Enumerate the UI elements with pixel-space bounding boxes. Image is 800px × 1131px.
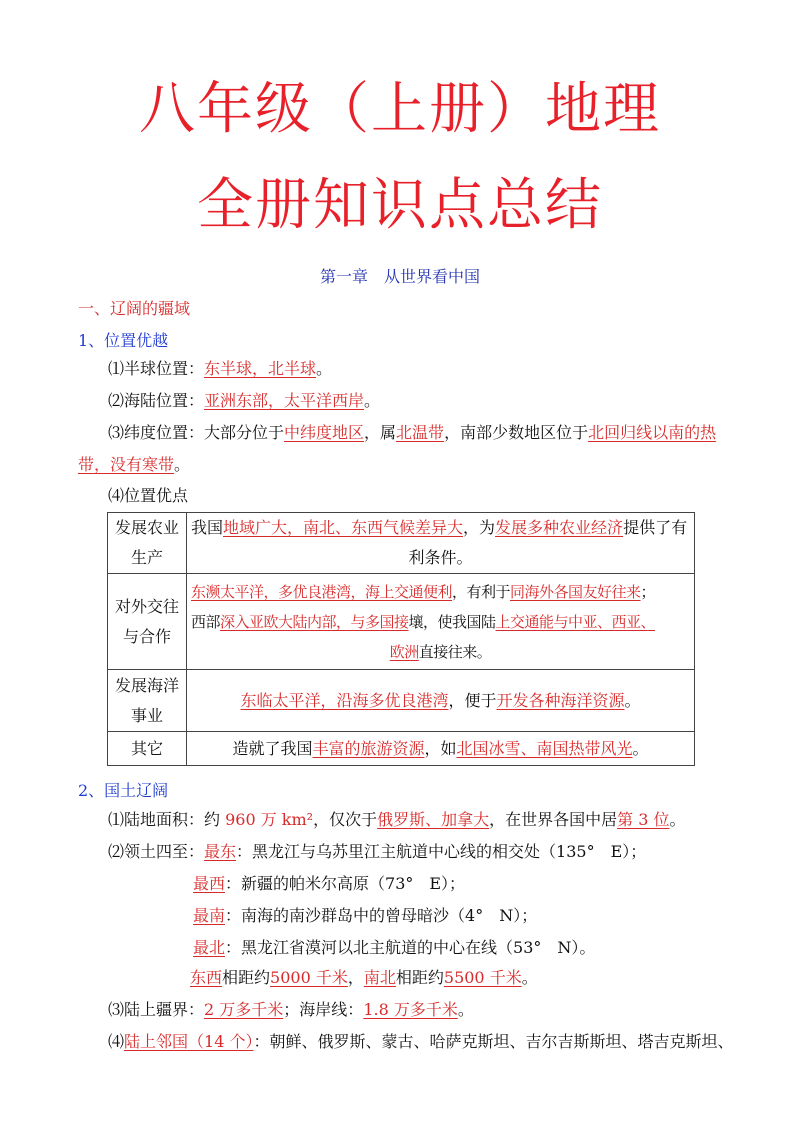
- territory-extremes-east: [108, 842, 646, 862]
- text: ：朝鲜、俄罗斯、蒙古、哈萨克斯坦、吉尔吉斯斯坦、塔吉克斯坦、: [253, 1032, 734, 1051]
- answer: 南北: [363, 968, 396, 987]
- answer: 地域广大，南北、东西气候差异大: [223, 518, 464, 537]
- answer: 5000 千米: [270, 968, 348, 987]
- answer: 1.8 万多千米: [363, 1000, 458, 1019]
- text: ⑷: [108, 1032, 125, 1051]
- answer: 丰富的旅游资源: [312, 738, 425, 758]
- value-line: [191, 607, 690, 637]
- answer: 开发各种海洋资源: [496, 690, 625, 710]
- value-line: 利条件。: [408, 548, 473, 567]
- table-row: [108, 513, 695, 574]
- answer: 最南: [193, 906, 226, 925]
- value-line: [191, 577, 690, 607]
- row-key: [108, 574, 187, 670]
- text: ⑶纬度位置：大部分位于: [108, 423, 285, 442]
- text: ：新疆的帕米尔高原（73° E）；: [225, 874, 466, 893]
- text: 相距约: [395, 968, 444, 987]
- row-value: [187, 732, 695, 766]
- punct: 。: [669, 810, 686, 829]
- text: ⑴陆地面积：约: [108, 810, 226, 829]
- territory-span: [190, 968, 538, 988]
- row-key: [108, 670, 187, 732]
- answer: 第 3 位: [617, 810, 670, 829]
- territory-extremes-west: [193, 874, 465, 894]
- answer: 2 万多千米: [204, 1000, 284, 1019]
- key-line: 事业: [130, 705, 163, 725]
- text: ，如: [424, 738, 457, 758]
- land-neighbors: [108, 1032, 733, 1052]
- answer: 俄罗斯、加拿大: [377, 810, 490, 829]
- table-row: [108, 574, 695, 670]
- text: 相距约: [222, 968, 271, 987]
- key-line: 生产: [130, 548, 163, 567]
- punct: 。: [174, 455, 191, 474]
- answer: 带，没有寒带: [78, 455, 175, 474]
- key-line: 发展农业: [114, 518, 179, 537]
- text: ⑶陆上疆界：: [108, 1000, 205, 1019]
- text: ：黑龙江省漠河以北主航道的中心在线（53° N）。: [225, 938, 596, 957]
- answer: 欧洲: [389, 642, 419, 661]
- text: ；海岸线：: [283, 1000, 364, 1019]
- answer: 最北: [193, 938, 226, 957]
- answer: 同海外各国友好往来: [510, 582, 641, 601]
- text: 直接往来。: [418, 642, 492, 661]
- key-line: 对外交往: [114, 596, 179, 616]
- text: 。: [632, 738, 649, 758]
- answer: 北国冰雪、南国热带风光: [456, 738, 633, 758]
- punct: 。: [457, 1000, 474, 1019]
- chapter-heading: 第一章 从世界看中国: [319, 267, 480, 286]
- document-title-line-1: 八年级（上册）地理: [139, 77, 661, 142]
- text: 。: [624, 690, 641, 710]
- row-value: [187, 513, 695, 574]
- answer: 东临太平洋，沿海多优良港湾: [240, 690, 449, 710]
- text: ，: [347, 968, 364, 987]
- document-title-line-2: 全册知识点总结: [197, 173, 603, 238]
- key-line: 与合作: [122, 626, 171, 646]
- row-value: [187, 574, 695, 670]
- text: ，南部少数地区位于: [444, 423, 589, 442]
- value-line: [191, 637, 690, 667]
- punct: 。: [364, 391, 381, 410]
- land-sea-position: [108, 391, 380, 411]
- punct: 。: [316, 359, 333, 378]
- subsection-heading-location: 1、位置优越: [78, 331, 169, 350]
- text: 提供了有: [623, 518, 688, 537]
- item-label: ⑵海陆位置：: [108, 391, 205, 410]
- territory-extremes-north: [193, 938, 595, 958]
- answer: 深入亚欧大陆内部，与多国接: [220, 612, 409, 631]
- text: ，为: [463, 518, 496, 537]
- text: ：南海的南沙群岛中的曾母暗沙（4° N）；: [225, 906, 538, 925]
- row-key: 其它: [108, 732, 187, 766]
- answer: 东濒太平洋，多优良港湾，海上交通便利: [191, 582, 453, 601]
- location-advantages-table: [107, 512, 695, 766]
- hemisphere-position: [108, 359, 332, 379]
- answer: 北回归线以南的热: [588, 423, 717, 442]
- section-heading: 一、辽阔的疆域: [78, 299, 191, 318]
- text: ；: [640, 582, 656, 601]
- item-label: ⑴半球位置：: [108, 359, 205, 378]
- answer: 最西: [193, 874, 226, 893]
- item-label: ⑵领土四至：: [108, 842, 205, 861]
- text: ，属: [364, 423, 397, 442]
- text: 西部: [191, 612, 221, 631]
- answer: 上交通能与中亚、西亚、: [495, 612, 656, 631]
- text: ，有利于: [452, 582, 511, 601]
- table-row: [108, 732, 695, 766]
- value-line: [191, 513, 690, 543]
- answer: 最东: [204, 842, 237, 861]
- subsection-heading-territory: 2、国土辽阔: [78, 781, 169, 800]
- text: 壤，使我国陆: [408, 612, 496, 631]
- land-border-coastline: [108, 1000, 474, 1020]
- location-advantages-label: ⑷位置优点: [108, 486, 189, 505]
- answer: 北温带: [396, 423, 445, 442]
- latitude-position: [108, 423, 716, 443]
- answer: 东半球，北半球: [204, 359, 317, 378]
- key-line: 发展海洋: [114, 675, 179, 695]
- text: ，仅次于: [313, 810, 378, 829]
- row-key: [108, 513, 187, 574]
- answer: 亚洲东部，太平洋西岸: [204, 391, 365, 410]
- land-area: [108, 810, 686, 830]
- table-row: [108, 670, 695, 732]
- answer: 中纬度地区: [284, 423, 365, 442]
- text: 我国: [191, 518, 224, 537]
- text: 造就了我国: [232, 738, 313, 758]
- answer: 东西: [190, 968, 223, 987]
- answer: 发展多种农业经济: [495, 518, 624, 537]
- text: ，便于: [448, 690, 497, 710]
- answer: 960 万 km²: [225, 810, 314, 829]
- territory-extremes-south: [193, 906, 537, 926]
- answer: 5500 千米: [443, 968, 522, 987]
- latitude-position-continued: [78, 455, 190, 475]
- text: ，在世界各国中居: [489, 810, 618, 829]
- punct: 。: [521, 968, 538, 987]
- row-value: [187, 670, 695, 732]
- answer: 陆上邻国（14 个）: [124, 1032, 254, 1051]
- text: ：黑龙江与乌苏里江主航道中心线的相交处（135° E）；: [236, 842, 647, 861]
